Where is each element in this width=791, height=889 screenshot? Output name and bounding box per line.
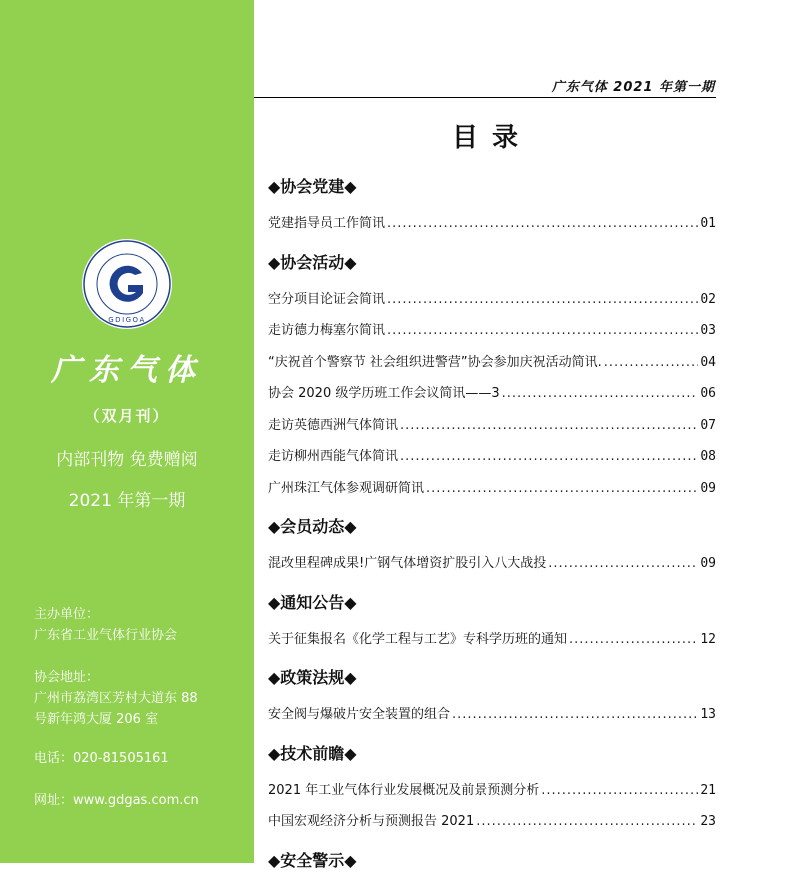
header-rule [254,97,716,98]
toc-entry-title: 协会 2020 级学历班工作会议简讯——3 [268,386,500,401]
toc-leader-dots [604,347,699,379]
toc-entry-title: 走访英德西洲气体简讯 [268,417,399,433]
toc-entry[interactable] [268,806,716,838]
toc-entry-page: 21 [700,782,716,798]
toc-entry[interactable] [268,410,716,442]
toc-leader-dots [426,473,698,505]
toc-leader-dots [400,441,698,473]
toc-entry-title: 2021 年工业气体行业发展概况及前景预测分析 [268,782,540,798]
logo-text: GDIGOA [108,316,146,324]
toc-leader-dots [452,699,698,731]
toc-entry-page: 23 [700,814,716,829]
section-gap [268,838,716,845]
toc-entry-title: 走访德力梅塞尔简讯 [268,323,386,338]
toc-entry[interactable] [268,347,716,379]
toc-leader-dots [387,315,698,347]
toc-entry-title: 广州珠江气体参观调研简讯 [268,480,425,496]
toc-section-heading: ◆协会党建◆ [268,177,357,196]
toc-entry[interactable] [268,315,716,347]
toc-entry-page: 04 [700,354,716,370]
section-gap [268,731,716,738]
toc-entry[interactable] [268,284,716,316]
toc-leader-dots [400,410,698,442]
section-gap [268,655,716,662]
toc-leader-dots [569,624,698,656]
toc-entry-page: 06 [700,386,716,401]
toc-entry-title: “庆祝首个警察节 社会组织进警营”协会参加庆祝活动简讯. [268,354,602,370]
toc-entry-title: 关于征集报名《化学工程与工艺》专科学历班的通知 [268,631,568,647]
cover-issue: 2021 年第一期 [68,491,186,511]
toc-entry-title: 混改里程碑成果!广钢气体增资扩股引入八大战投 [268,556,547,571]
toc-entry[interactable] [268,441,716,473]
toc-entry-page: 12 [700,631,716,647]
address-label: 协会地址： [34,670,100,685]
toc-entry-title: 中国宏观经济分析与预测报告 2021 [268,814,475,829]
toc-entry[interactable] [268,548,716,580]
toc-section-heading: ◆通知公告◆ [268,592,357,612]
toc-leader-dots [541,775,698,807]
toc-title: 目录 [452,123,533,153]
host-value: 广东省工业气体行业协会 [34,628,178,643]
toc-entry[interactable] [268,624,716,656]
host-unit [34,604,177,646]
toc-entry[interactable] [268,775,716,807]
toc-entry-title: 党建指导员工作简讯 [268,216,386,231]
toc-entry-page: 07 [700,417,716,433]
internal-note: 内部刊物 免费赠阅 [56,450,198,470]
section-gap [268,504,716,511]
toc-leader-dots [387,208,698,240]
toc-entry-page: 02 [700,291,716,307]
toc-entry-page: 01 [700,216,716,231]
magazine-title: 广东气体 [51,353,203,388]
header-issue: 广东气体 2021 年第一期 [551,80,715,95]
phone: 电话：020-81505161 [34,751,169,766]
section-gap [268,580,716,587]
toc-entry-page: 09 [700,556,716,571]
publication-frequency: （双月刊） [84,407,170,425]
toc-entry-title: 安全阀与爆破片安全装置的组合 [268,707,451,722]
toc-section-heading: ◆安全警示◆ [268,850,357,870]
toc-section-heading: ◆会员动态◆ [268,517,357,536]
toc-entry-page: 03 [700,323,716,338]
toc-section-heading: ◆协会活动◆ [268,252,357,272]
toc-entry-page: 13 [700,707,716,722]
toc-entry-page: 09 [700,480,716,496]
cover-sidebar [0,0,254,863]
toc-leader-dots [502,378,699,410]
section-gap [268,240,716,247]
toc-entry[interactable] [268,208,716,240]
toc-leader-dots [387,284,698,316]
toc-entry-title: 走访柳州西能气体简讯 [268,449,399,464]
toc-entry[interactable] [268,473,716,505]
toc-section-heading: ◆技术前瞻◆ [268,743,357,763]
host-label: 主办单位： [34,607,100,622]
toc-leader-dots [476,806,698,838]
toc-entry-page: 08 [700,449,716,464]
section-gap [268,882,716,889]
toc-entry[interactable] [268,699,716,731]
association-logo [80,237,174,331]
address-line-2: 号新年鸿大厦 206 室 [34,712,159,727]
address-block [34,667,198,730]
toc-section-heading: ◆政策法规◆ [268,668,357,687]
website: 网址：www.gdgas.com.cn [34,793,199,808]
address-line-1: 广州市荔湾区芳村大道东 88 [34,691,198,706]
toc-entry-title: 空分项目论证会简讯 [268,291,386,307]
toc-leader-dots [548,548,698,580]
table-of-contents [268,171,716,889]
toc-entry[interactable] [268,378,716,410]
